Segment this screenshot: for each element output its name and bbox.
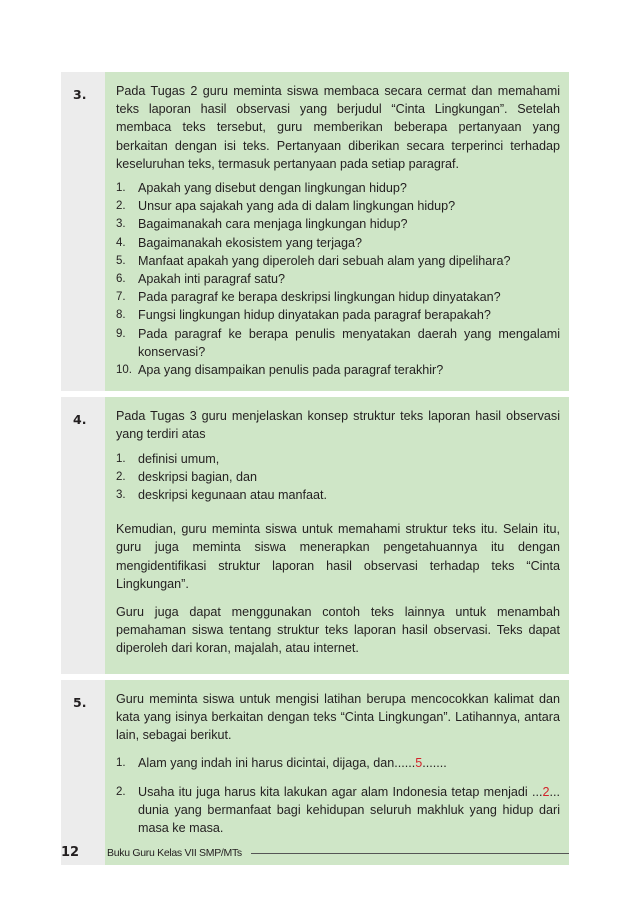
- table-row-5: [61, 680, 569, 865]
- footer-divider: [251, 853, 569, 854]
- row-paragraph: Guru juga dapat menggunakan contoh teks lainnya untuk menambah pemahaman siswa tentang struktur teks laporan hasil observasi. Teks dapat diperoleh dari koran, majalah, atau internet.: [116, 605, 560, 656]
- book-title: Buku Guru Kelas VII SMP/MTs: [107, 847, 242, 859]
- list-item: 4. Bagaimanakah ekosistem yang terjaga?: [116, 235, 363, 250]
- row-number: 3.: [73, 87, 87, 102]
- row-number-cell: [61, 72, 105, 391]
- list-item: 9. Pada paragraf ke berapa penulis menyatakan daerah yang mengalami konservasi?: [116, 326, 560, 359]
- row-intro: Pada Tugas 2 guru meminta siswa membaca secara cermat dan memahami teks laporan hasil observasi yang berjudul “Cinta Lingkungan”. Setelah membaca teks tersebut, guru memberikan beberapa pertanyaan yang berkaitan dengan isi teks. Pertanyaan diberikan secara terperinci terhadap keseluruhan teks, termasuk pertanyaan pada setiap paragraf.: [116, 84, 560, 171]
- row-intro: Guru meminta siswa untuk mengisi latihan berupa mencocokkan kalimat dan kata yang isinya berkaitan dengan teks “Cinta Lingkungan”. Latihannya, antara lain, sebagai berikut.: [116, 691, 560, 743]
- list-item: 10. Apa yang disampaikan penulis pada paragraf terakhir?: [116, 363, 444, 378]
- row-number: 5.: [73, 694, 87, 710]
- list-item: 1. Apakah yang disebut dengan lingkungan hidup?: [116, 181, 407, 196]
- page-number: 12: [61, 845, 80, 860]
- list-item: 7. Pada paragraf ke berapa deskripsi lingkungan hidup dinyatakan?: [116, 290, 501, 305]
- question-list: [116, 179, 560, 379]
- list-item: 2. deskripsi bagian, dan: [116, 469, 258, 484]
- row-content-cell: [105, 397, 569, 673]
- list-item: 2. Usaha itu juga harus kita lakukan agar alam Indonesia tetap menjadi ...2... dunia yang bermanfaat bagi kehidupan seluruh makhluk yang hidup dari masa ke masa.: [116, 784, 560, 835]
- list-item: 6. Apakah inti paragraf satu?: [116, 272, 286, 287]
- list-item: 8. Fungsi lingkungan hidup dinyatakan pada paragraf berapakah?: [116, 308, 491, 323]
- answer-number: 5: [415, 756, 423, 771]
- row-intro: Pada Tugas 3 guru menjelaskan konsep struktur teks laporan hasil observasi yang terdiri atas: [116, 409, 560, 442]
- row-number: 4.: [73, 412, 87, 428]
- list-item: 1. definisi umum,: [116, 451, 220, 466]
- list-item: 3. deskripsi kegunaan atau manfaat.: [116, 488, 328, 503]
- page-footer: [61, 845, 569, 863]
- list-item: 1. Alam yang indah ini harus dicintai, dijaga, dan......5.......: [116, 756, 447, 771]
- list-item: 3. Bagaimanakah cara menjaga lingkungan hidup?: [116, 217, 408, 232]
- exercise-list: [116, 754, 560, 837]
- row-number-cell: [61, 397, 105, 673]
- row-number-cell: [61, 680, 105, 865]
- row-content-cell: [105, 72, 569, 391]
- table-row-3: [61, 72, 569, 391]
- answer-number: 2: [542, 784, 550, 799]
- structure-list: [116, 450, 560, 505]
- row-paragraph: Kemudian, guru meminta siswa untuk memahami struktur teks itu. Selain itu, guru juga meminta siswa menerapkan pengetahuannya itu dengan mengidentifikasi struktur laporan hasil observasi terhadap teks “Cinta Lingkungan”.: [116, 522, 560, 591]
- answer-table: [61, 72, 569, 865]
- table-row-4: [61, 397, 569, 673]
- list-item: 5. Manfaat apakah yang diperoleh dari sebuah alam yang dipelihara?: [116, 253, 511, 268]
- list-item: 2. Unsur apa sajakah yang ada di dalam lingkungan hidup?: [116, 199, 456, 214]
- row-content-cell: [105, 680, 569, 865]
